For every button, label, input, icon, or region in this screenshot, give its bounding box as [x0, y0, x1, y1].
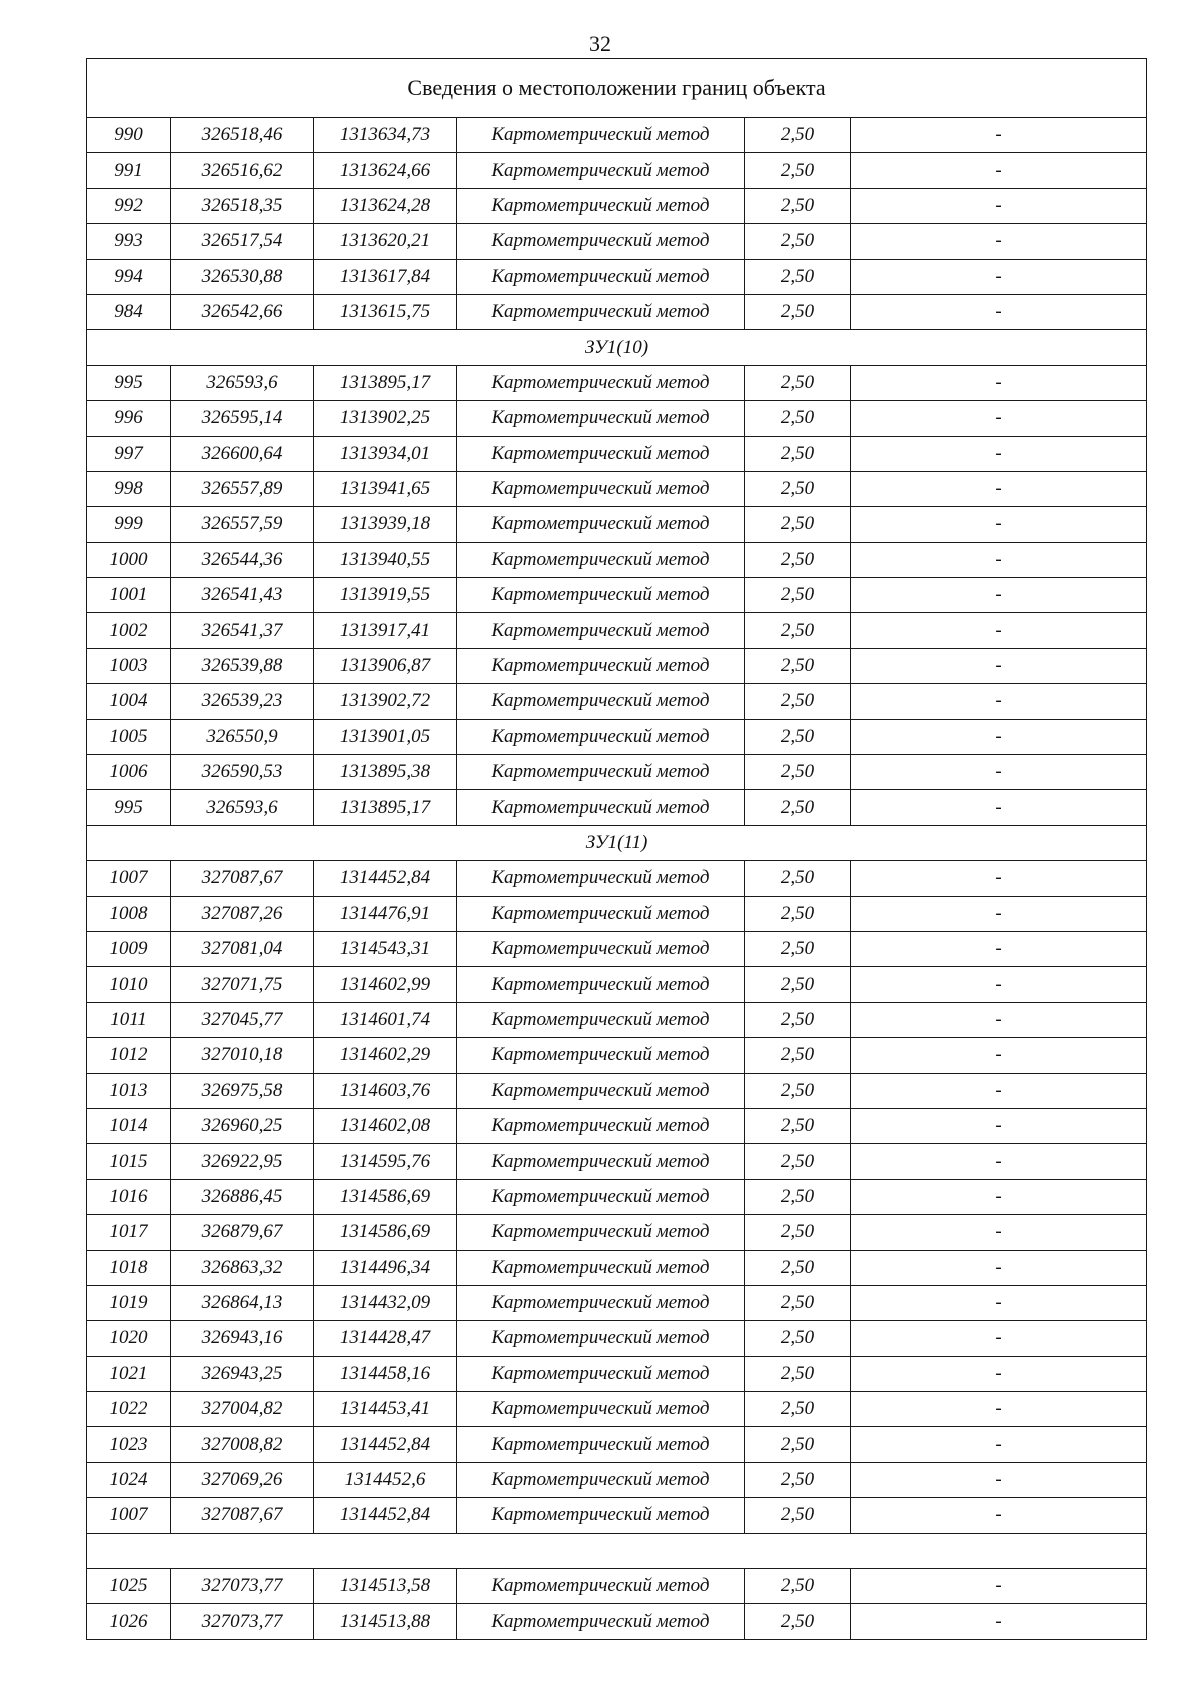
point-number-cell: 1021 — [87, 1356, 171, 1391]
accuracy-cell: 2,50 — [745, 1604, 851, 1639]
accuracy-cell: 2,50 — [745, 224, 851, 259]
point-number-cell: 992 — [87, 188, 171, 223]
method-cell: Картометрический метод — [457, 1498, 745, 1533]
method-cell: Картометрический метод — [457, 401, 745, 436]
y-coordinate-cell: 1314453,41 — [314, 1392, 457, 1427]
accuracy-cell: 2,50 — [745, 790, 851, 825]
method-cell: Картометрический метод — [457, 1038, 745, 1073]
table-row — [87, 365, 1147, 400]
point-number-cell: 1009 — [87, 931, 171, 966]
accuracy-cell: 2,50 — [745, 153, 851, 188]
accuracy-cell: 2,50 — [745, 1144, 851, 1179]
description-cell: - — [851, 436, 1147, 471]
accuracy-cell: 2,50 — [745, 436, 851, 471]
y-coordinate-cell: 1313917,41 — [314, 613, 457, 648]
table-row — [87, 436, 1147, 471]
y-coordinate-cell: 1314496,34 — [314, 1250, 457, 1285]
method-cell: Картометрический метод — [457, 224, 745, 259]
x-coordinate-cell: 326542,66 — [171, 294, 314, 329]
x-coordinate-cell: 326557,59 — [171, 507, 314, 542]
y-coordinate-cell: 1313634,73 — [314, 118, 457, 153]
y-coordinate-cell: 1314543,31 — [314, 931, 457, 966]
table-row — [87, 1073, 1147, 1108]
y-coordinate-cell: 1313895,38 — [314, 755, 457, 790]
table-row — [87, 1356, 1147, 1391]
description-cell: - — [851, 153, 1147, 188]
table-row — [87, 931, 1147, 966]
description-cell: - — [851, 1179, 1147, 1214]
table-row — [87, 1038, 1147, 1073]
x-coordinate-cell: 326518,46 — [171, 118, 314, 153]
x-coordinate-cell: 326593,6 — [171, 365, 314, 400]
description-cell: - — [851, 648, 1147, 683]
y-coordinate-cell: 1313895,17 — [314, 790, 457, 825]
table-row — [87, 294, 1147, 329]
x-coordinate-cell: 326516,62 — [171, 153, 314, 188]
point-number-cell: 1011 — [87, 1002, 171, 1037]
x-coordinate-cell: 326541,43 — [171, 578, 314, 613]
point-number-cell: 993 — [87, 224, 171, 259]
x-coordinate-cell: 326864,13 — [171, 1285, 314, 1320]
point-number-cell: 1020 — [87, 1321, 171, 1356]
description-cell: - — [851, 1427, 1147, 1462]
accuracy-cell: 2,50 — [745, 1250, 851, 1285]
method-cell: Картометрический метод — [457, 1392, 745, 1427]
accuracy-cell: 2,50 — [745, 578, 851, 613]
section-label — [87, 1533, 1147, 1568]
x-coordinate-cell: 327073,77 — [171, 1604, 314, 1639]
description-cell: - — [851, 365, 1147, 400]
description-cell: - — [851, 790, 1147, 825]
section-row — [87, 825, 1147, 860]
description-cell: - — [851, 1392, 1147, 1427]
table-row — [87, 648, 1147, 683]
description-cell: - — [851, 507, 1147, 542]
y-coordinate-cell: 1314428,47 — [314, 1321, 457, 1356]
method-cell: Картометрический метод — [457, 1285, 745, 1320]
description-cell: - — [851, 1285, 1147, 1320]
point-number-cell: 1018 — [87, 1250, 171, 1285]
point-number-cell: 1007 — [87, 861, 171, 896]
description-cell: - — [851, 1250, 1147, 1285]
table-row — [87, 719, 1147, 754]
point-number-cell: 1026 — [87, 1604, 171, 1639]
y-coordinate-cell: 1313939,18 — [314, 507, 457, 542]
description-cell: - — [851, 931, 1147, 966]
point-number-cell: 995 — [87, 365, 171, 400]
y-coordinate-cell: 1313941,65 — [314, 471, 457, 506]
point-number-cell: 998 — [87, 471, 171, 506]
point-number-cell: 1010 — [87, 967, 171, 1002]
x-coordinate-cell: 326557,89 — [171, 471, 314, 506]
x-coordinate-cell: 326541,37 — [171, 613, 314, 648]
method-cell: Картометрический метод — [457, 1108, 745, 1143]
accuracy-cell: 2,50 — [745, 1038, 851, 1073]
description-cell: - — [851, 684, 1147, 719]
description-cell: - — [851, 613, 1147, 648]
table-row — [87, 542, 1147, 577]
point-number-cell: 999 — [87, 507, 171, 542]
y-coordinate-cell: 1313624,28 — [314, 188, 457, 223]
table-row — [87, 1215, 1147, 1250]
description-cell: - — [851, 1002, 1147, 1037]
point-number-cell: 1024 — [87, 1462, 171, 1497]
accuracy-cell: 2,50 — [745, 507, 851, 542]
accuracy-cell: 2,50 — [745, 1108, 851, 1143]
point-number-cell: 1002 — [87, 613, 171, 648]
accuracy-cell: 2,50 — [745, 1073, 851, 1108]
method-cell: Картометрический метод — [457, 1356, 745, 1391]
table-row — [87, 118, 1147, 153]
description-cell: - — [851, 1569, 1147, 1604]
point-number-cell: 1016 — [87, 1179, 171, 1214]
accuracy-cell: 2,50 — [745, 896, 851, 931]
point-number-cell: 1012 — [87, 1038, 171, 1073]
description-cell: - — [851, 1215, 1147, 1250]
method-cell: Картометрический метод — [457, 436, 745, 471]
table-row — [87, 1604, 1147, 1639]
y-coordinate-cell: 1314602,99 — [314, 967, 457, 1002]
accuracy-cell: 2,50 — [745, 259, 851, 294]
point-number-cell: 1013 — [87, 1073, 171, 1108]
table-row — [87, 1179, 1147, 1214]
point-number-cell: 997 — [87, 436, 171, 471]
accuracy-cell: 2,50 — [745, 365, 851, 400]
section-row — [87, 330, 1147, 365]
y-coordinate-cell: 1314458,16 — [314, 1356, 457, 1391]
point-number-cell: 996 — [87, 401, 171, 436]
table-row — [87, 1144, 1147, 1179]
table-row — [87, 153, 1147, 188]
description-cell: - — [851, 1108, 1147, 1143]
x-coordinate-cell: 326593,6 — [171, 790, 314, 825]
accuracy-cell: 2,50 — [745, 1321, 851, 1356]
section-label: ЗУ1(11) — [87, 825, 1147, 860]
description-cell: - — [851, 967, 1147, 1002]
section-label: ЗУ1(10) — [87, 330, 1147, 365]
x-coordinate-cell: 326539,88 — [171, 648, 314, 683]
y-coordinate-cell: 1313940,55 — [314, 542, 457, 577]
description-cell: - — [851, 1144, 1147, 1179]
point-number-cell: 991 — [87, 153, 171, 188]
method-cell: Картометрический метод — [457, 648, 745, 683]
table-row — [87, 896, 1147, 931]
description-cell: - — [851, 755, 1147, 790]
x-coordinate-cell: 327087,67 — [171, 861, 314, 896]
x-coordinate-cell: 327069,26 — [171, 1462, 314, 1497]
method-cell: Картометрический метод — [457, 1179, 745, 1214]
accuracy-cell: 2,50 — [745, 1002, 851, 1037]
x-coordinate-cell: 327087,67 — [171, 1498, 314, 1533]
accuracy-cell: 2,50 — [745, 1569, 851, 1604]
point-number-cell: 1004 — [87, 684, 171, 719]
method-cell: Картометрический метод — [457, 578, 745, 613]
point-number-cell: 1019 — [87, 1285, 171, 1320]
description-cell: - — [851, 896, 1147, 931]
point-number-cell: 994 — [87, 259, 171, 294]
accuracy-cell: 2,50 — [745, 471, 851, 506]
point-number-cell: 1003 — [87, 648, 171, 683]
x-coordinate-cell: 326600,64 — [171, 436, 314, 471]
x-coordinate-cell: 327045,77 — [171, 1002, 314, 1037]
accuracy-cell: 2,50 — [745, 1285, 851, 1320]
page-number: 32 — [589, 31, 611, 56]
x-coordinate-cell: 327081,04 — [171, 931, 314, 966]
accuracy-cell: 2,50 — [745, 542, 851, 577]
y-coordinate-cell: 1313919,55 — [314, 578, 457, 613]
y-coordinate-cell: 1313902,25 — [314, 401, 457, 436]
y-coordinate-cell: 1314513,88 — [314, 1604, 457, 1639]
x-coordinate-cell: 326975,58 — [171, 1073, 314, 1108]
description-cell: - — [851, 1356, 1147, 1391]
x-coordinate-cell: 326943,25 — [171, 1356, 314, 1391]
table-row — [87, 1321, 1147, 1356]
accuracy-cell: 2,50 — [745, 1215, 851, 1250]
x-coordinate-cell: 327004,82 — [171, 1392, 314, 1427]
table-row — [87, 188, 1147, 223]
table-row — [87, 578, 1147, 613]
y-coordinate-cell: 1314602,08 — [314, 1108, 457, 1143]
accuracy-cell: 2,50 — [745, 1427, 851, 1462]
method-cell: Картометрический метод — [457, 1569, 745, 1604]
y-coordinate-cell: 1314452,84 — [314, 1498, 457, 1533]
x-coordinate-cell: 326943,16 — [171, 1321, 314, 1356]
table-row — [87, 507, 1147, 542]
y-coordinate-cell: 1313901,05 — [314, 719, 457, 754]
section-row — [87, 1533, 1147, 1568]
method-cell: Картометрический метод — [457, 294, 745, 329]
description-cell: - — [851, 1321, 1147, 1356]
table-row — [87, 1002, 1147, 1037]
table-row — [87, 967, 1147, 1002]
point-number-cell: 1017 — [87, 1215, 171, 1250]
table-row — [87, 401, 1147, 436]
description-cell: - — [851, 578, 1147, 613]
point-number-cell: 990 — [87, 118, 171, 153]
accuracy-cell: 2,50 — [745, 188, 851, 223]
method-cell: Картометрический метод — [457, 931, 745, 966]
accuracy-cell: 2,50 — [745, 118, 851, 153]
point-number-cell: 1014 — [87, 1108, 171, 1143]
point-number-cell: 1025 — [87, 1569, 171, 1604]
x-coordinate-cell: 327073,77 — [171, 1569, 314, 1604]
accuracy-cell: 2,50 — [745, 294, 851, 329]
point-number-cell: 1006 — [87, 755, 171, 790]
table-row — [87, 861, 1147, 896]
description-cell: - — [851, 118, 1147, 153]
description-cell: - — [851, 1498, 1147, 1533]
description-cell: - — [851, 259, 1147, 294]
x-coordinate-cell: 326544,36 — [171, 542, 314, 577]
table-row — [87, 613, 1147, 648]
table-row — [87, 224, 1147, 259]
x-coordinate-cell: 326960,25 — [171, 1108, 314, 1143]
table-row — [87, 1108, 1147, 1143]
y-coordinate-cell: 1313895,17 — [314, 365, 457, 400]
description-cell: - — [851, 224, 1147, 259]
method-cell: Картометрический метод — [457, 1427, 745, 1462]
method-cell: Картометрический метод — [457, 1215, 745, 1250]
y-coordinate-cell: 1314601,74 — [314, 1002, 457, 1037]
table-row — [87, 684, 1147, 719]
accuracy-cell: 2,50 — [745, 1462, 851, 1497]
y-coordinate-cell: 1313902,72 — [314, 684, 457, 719]
method-cell: Картометрический метод — [457, 1002, 745, 1037]
description-cell: - — [851, 542, 1147, 577]
method-cell: Картометрический метод — [457, 1321, 745, 1356]
description-cell: - — [851, 861, 1147, 896]
x-coordinate-cell: 326922,95 — [171, 1144, 314, 1179]
method-cell: Картометрический метод — [457, 1604, 745, 1639]
table-row — [87, 471, 1147, 506]
y-coordinate-cell: 1314586,69 — [314, 1179, 457, 1214]
table-row — [87, 1427, 1147, 1462]
table-row — [87, 1498, 1147, 1533]
accuracy-cell: 2,50 — [745, 648, 851, 683]
table-row — [87, 259, 1147, 294]
table-title-row — [87, 59, 1147, 118]
method-cell: Картометрический метод — [457, 259, 745, 294]
accuracy-cell: 2,50 — [745, 861, 851, 896]
method-cell: Картометрический метод — [457, 188, 745, 223]
point-number-cell: 984 — [87, 294, 171, 329]
x-coordinate-cell: 326530,88 — [171, 259, 314, 294]
y-coordinate-cell: 1314452,84 — [314, 861, 457, 896]
point-number-cell: 1023 — [87, 1427, 171, 1462]
y-coordinate-cell: 1314476,91 — [314, 896, 457, 931]
x-coordinate-cell: 326879,67 — [171, 1215, 314, 1250]
x-coordinate-cell: 326590,53 — [171, 755, 314, 790]
accuracy-cell: 2,50 — [745, 755, 851, 790]
description-cell: - — [851, 294, 1147, 329]
description-cell: - — [851, 188, 1147, 223]
x-coordinate-cell: 326595,14 — [171, 401, 314, 436]
y-coordinate-cell: 1314602,29 — [314, 1038, 457, 1073]
point-number-cell: 1001 — [87, 578, 171, 613]
x-coordinate-cell: 327008,82 — [171, 1427, 314, 1462]
description-cell: - — [851, 1073, 1147, 1108]
y-coordinate-cell: 1314432,09 — [314, 1285, 457, 1320]
accuracy-cell: 2,50 — [745, 1392, 851, 1427]
boundary-coordinates-table — [86, 58, 1147, 1640]
point-number-cell: 1022 — [87, 1392, 171, 1427]
point-number-cell: 1015 — [87, 1144, 171, 1179]
point-number-cell: 1000 — [87, 542, 171, 577]
description-cell: - — [851, 401, 1147, 436]
x-coordinate-cell: 326863,32 — [171, 1250, 314, 1285]
y-coordinate-cell: 1314595,76 — [314, 1144, 457, 1179]
table-row — [87, 1285, 1147, 1320]
method-cell: Картометрический метод — [457, 1144, 745, 1179]
method-cell: Картометрический метод — [457, 613, 745, 648]
y-coordinate-cell: 1314586,69 — [314, 1215, 457, 1250]
method-cell: Картометрический метод — [457, 118, 745, 153]
method-cell: Картометрический метод — [457, 1462, 745, 1497]
method-cell: Картометрический метод — [457, 153, 745, 188]
table-body — [87, 59, 1147, 1640]
description-cell: - — [851, 471, 1147, 506]
table-row — [87, 1569, 1147, 1604]
y-coordinate-cell: 1313617,84 — [314, 259, 457, 294]
method-cell: Картометрический метод — [457, 365, 745, 400]
x-coordinate-cell: 326550,9 — [171, 719, 314, 754]
accuracy-cell: 2,50 — [745, 1356, 851, 1391]
y-coordinate-cell: 1314513,58 — [314, 1569, 457, 1604]
point-number-cell: 1007 — [87, 1498, 171, 1533]
x-coordinate-cell: 326518,35 — [171, 188, 314, 223]
method-cell: Картометрический метод — [457, 684, 745, 719]
accuracy-cell: 2,50 — [745, 967, 851, 1002]
accuracy-cell: 2,50 — [745, 401, 851, 436]
table-row — [87, 790, 1147, 825]
y-coordinate-cell: 1313624,66 — [314, 153, 457, 188]
description-cell: - — [851, 1038, 1147, 1073]
accuracy-cell: 2,50 — [745, 613, 851, 648]
method-cell: Картометрический метод — [457, 471, 745, 506]
accuracy-cell: 2,50 — [745, 684, 851, 719]
point-number-cell: 1008 — [87, 896, 171, 931]
method-cell: Картометрический метод — [457, 719, 745, 754]
method-cell: Картометрический метод — [457, 507, 745, 542]
method-cell: Картометрический метод — [457, 542, 745, 577]
x-coordinate-cell: 326886,45 — [171, 1179, 314, 1214]
table-row — [87, 1392, 1147, 1427]
description-cell: - — [851, 1604, 1147, 1639]
accuracy-cell: 2,50 — [745, 719, 851, 754]
x-coordinate-cell: 327010,18 — [171, 1038, 314, 1073]
y-coordinate-cell: 1314603,76 — [314, 1073, 457, 1108]
y-coordinate-cell: 1313906,87 — [314, 648, 457, 683]
table-row — [87, 1462, 1147, 1497]
point-number-cell: 995 — [87, 790, 171, 825]
method-cell: Картометрический метод — [457, 1073, 745, 1108]
method-cell: Картометрический метод — [457, 1250, 745, 1285]
description-cell: - — [851, 719, 1147, 754]
y-coordinate-cell: 1313615,75 — [314, 294, 457, 329]
point-number-cell: 1005 — [87, 719, 171, 754]
method-cell: Картометрический метод — [457, 790, 745, 825]
accuracy-cell: 2,50 — [745, 931, 851, 966]
table-row — [87, 755, 1147, 790]
y-coordinate-cell: 1314452,84 — [314, 1427, 457, 1462]
y-coordinate-cell: 1313620,21 — [314, 224, 457, 259]
x-coordinate-cell: 326539,23 — [171, 684, 314, 719]
table-row — [87, 1250, 1147, 1285]
y-coordinate-cell: 1313934,01 — [314, 436, 457, 471]
accuracy-cell: 2,50 — [745, 1498, 851, 1533]
method-cell: Картометрический метод — [457, 861, 745, 896]
x-coordinate-cell: 326517,54 — [171, 224, 314, 259]
method-cell: Картометрический метод — [457, 967, 745, 1002]
method-cell: Картометрический метод — [457, 896, 745, 931]
x-coordinate-cell: 327071,75 — [171, 967, 314, 1002]
accuracy-cell: 2,50 — [745, 1179, 851, 1214]
y-coordinate-cell: 1314452,6 — [314, 1462, 457, 1497]
description-cell: - — [851, 1462, 1147, 1497]
x-coordinate-cell: 327087,26 — [171, 896, 314, 931]
method-cell: Картометрический метод — [457, 755, 745, 790]
table-title: Сведения о местоположении границ объекта — [87, 59, 1147, 118]
